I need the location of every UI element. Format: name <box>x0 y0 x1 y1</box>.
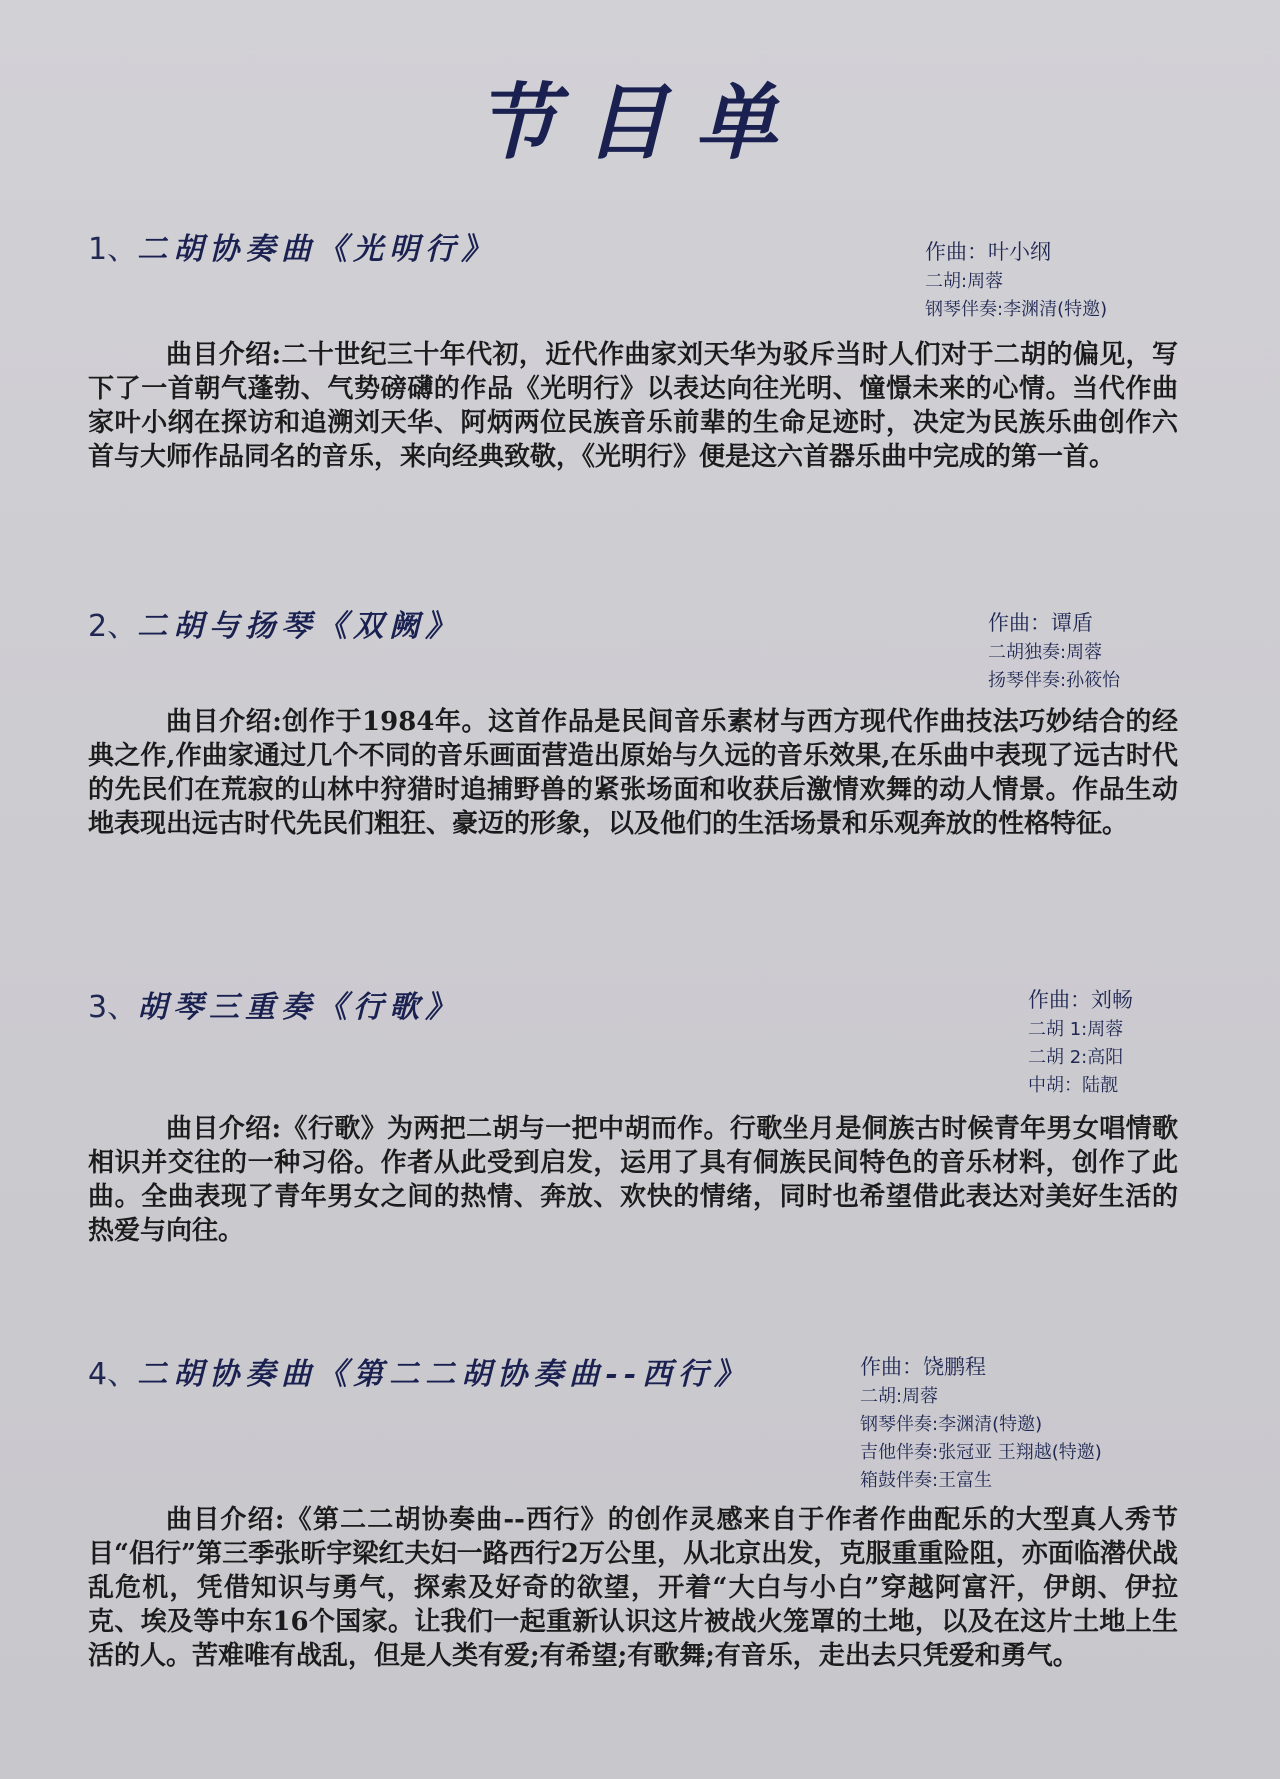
performer-credit: 二胡独奏:周蓉 <box>988 642 1103 663</box>
composer-credit: 作曲：饶鹏程 <box>860 1355 986 1379</box>
item-heading <box>88 988 461 1028</box>
performer-credit: 二胡:周蓉 <box>925 271 1004 292</box>
item-credits <box>988 607 1120 695</box>
item-name: 胡琴三重奏《行歌》 <box>137 990 462 1025</box>
item-introduction: 曲目介绍:创作于1984年。这首作品是民间音乐素材与西方现代作曲技法巧妙结合的经典之作,作曲家通过几个不同的音乐画面营造出原始与久远的音乐效果,在乐曲中表现了远古时代的先民们在荒寂的山林中狩猎时追捕野兽的紧张场面和收获后激情欢舞的动人情景。作品生动地表现出远古时代先民们粗狂、豪迈的形象，以及他们的生活场景和乐观奔放的性格特征。 <box>88 707 1178 839</box>
composer-credit: 作曲：刘畅 <box>1028 988 1133 1012</box>
performer-credit: 二胡:周蓉 <box>860 1386 939 1407</box>
performer-credit: 吉他伴奏:张冠亚 王翔越(特邀) <box>860 1442 1102 1463</box>
performer-credit: 中胡：陆靓 <box>1028 1075 1118 1096</box>
item-name: 二胡协奏曲《光明行》 <box>137 232 498 267</box>
item-introduction: 曲目介绍:《第二二胡协奏曲--西行》的创作灵感来自于作者作曲配乐的大型真人秀节目“侣行”第三季张昕宇梁红夫妇一路西行2万公里，从北京出发，克服重重险阻，亦面临潜伏战乱危机，凭借知识与勇气，探索及好奇的欲望，开着“大白与小白”穿越阿富汗，伊朗、伊拉克、埃及等中东16个国家。让我们一起重新认识这片被战火笼罩的土地，以及在这片土地上生活的人。苦难唯有战乱，但是人类有爱;有希望;有歌舞;有音乐，走出去只凭爱和勇气。 <box>88 1505 1178 1671</box>
item-number: 1、 <box>88 232 138 267</box>
composer-credit: 作曲：谭盾 <box>988 611 1093 635</box>
performer-credit: 箱鼓伴奏:王富生 <box>860 1470 993 1491</box>
performer-credit: 钢琴伴奏:李渊清(特邀) <box>860 1414 1043 1435</box>
item-credits <box>860 1351 1102 1495</box>
performer-credit: 扬琴伴奏:孙筱怡 <box>988 670 1121 691</box>
item-introduction: 曲目介绍:二十世纪三十年代初，近代作曲家刘天华为驳斥当时人们对于二胡的偏见，写下了一首朝气蓬勃、气势磅礴的作品《光明行》以表达向往光明、憧憬未来的心情。当代作曲家叶小纲在探访和追溯刘天华、阿炳两位民族音乐前辈的生命足迹时，决定为民族乐曲创作六首与大师作品同名的音乐，来向经典致敬，《光明行》便是这六首器乐曲中完成的第一首。 <box>88 340 1178 472</box>
item-number: 3、 <box>88 990 138 1025</box>
item-heading <box>88 230 497 270</box>
composer-credit: 作曲：叶小纲 <box>925 240 1051 264</box>
item-credits <box>1028 984 1133 1100</box>
item-heading <box>88 1355 750 1395</box>
performer-credit: 二胡 2:高阳 <box>1028 1047 1124 1068</box>
page-title: 节目单 <box>475 75 805 171</box>
item-heading <box>88 607 461 647</box>
item-number: 2、 <box>88 609 138 644</box>
item-name: 二胡协奏曲《第二二胡协奏曲--西行》 <box>137 1357 750 1392</box>
item-introduction: 曲目介绍:《行歌》为两把二胡与一把中胡而作。行歌坐月是侗族古时候青年男女唱情歌相识并交往的一种习俗。作者从此受到启发，运用了具有侗族民间特色的音乐材料，创作了此曲。全曲表现了青年男女之间的热情、奔放、欢快的情绪，同时也希望借此表达对美好生活的热爱与向往。 <box>88 1114 1178 1246</box>
performer-credit: 钢琴伴奏:李渊清(特邀) <box>925 299 1108 320</box>
item-number: 4、 <box>88 1357 138 1392</box>
performer-credit: 二胡 1:周蓉 <box>1028 1019 1124 1040</box>
item-credits <box>925 236 1107 324</box>
item-name: 二胡与扬琴《双阙》 <box>137 609 462 644</box>
